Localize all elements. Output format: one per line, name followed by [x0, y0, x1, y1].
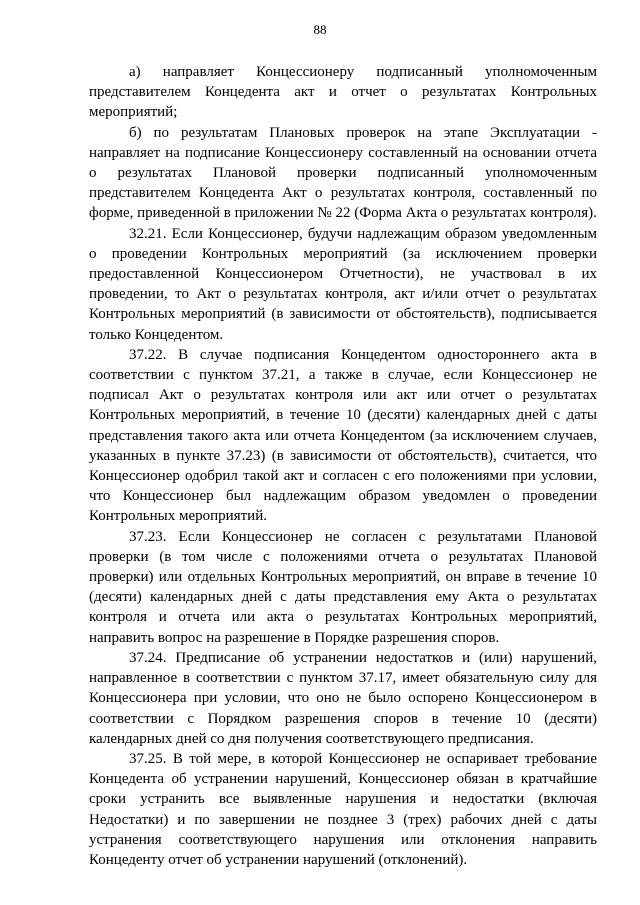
- paragraph-37-22: 37.22. В случае подписания Концедентом одностороннего акта в соответствии с пунктом 37.21, а также в случае, если Концессионер не подписал Акт о результатах контроля или акт или отчет о результатах Контрольных мероприятий, в течение 10 (десяти) календарных дней с даты представления такого акта или отчета Концедентом (за исключением случаев, указанных в пункте 37.23) (в зависимости от обстоятельств), считается, что Концессионер одобрил такой акт и согласен с его положениями при условии, что Концессионер был надлежащим образом уведомлен о проведении Контрольных мероприятий.: [89, 346, 597, 525]
- paragraph-37-25: 37.25. В той мере, в которой Концессионер не оспаривает требование Концедента об устранении нарушений, Концессионер обязан в кратчайшие сроки устранить все выявленные нарушения и недостатки (включая Недостатки) и по завершении не позднее 3 (трех) рабочих дней с даты устранения соответствующего нарушения или отклонения направить Концеденту отчет об устранении нарушений (отклонений).: [89, 750, 597, 868]
- paragraph-37-23: 37.23. Если Концессионер не согласен с результатами Плановой проверки (в том числе с положениями отчета о результатах Плановой проверки) или отдельных Контрольных мероприятий, он вправе в течение 10 (десяти) календарных дней с даты представления ему Акта о результатах контроля и отчета или акта о результатах Контрольных мероприятий, направить вопрос на разрешение в Порядке разрешения споров.: [89, 528, 597, 646]
- paragraph-32-21: 32.21. Если Концессионер, будучи надлежащим образом уведомленным о проведении Контрольных мероприятий (за исключением проверки предоставленной Концессионером Отчетности), не участвовал в их проведении, то Акт о результатах контроля, акт и/или отчет о результатах Контрольных мероприятий (в зависимости от обстоятельств), подписывается только Концедентом.: [89, 225, 597, 343]
- page-number: 88: [313, 22, 327, 37]
- paragraph-b: б) по результатам Плановых проверок на этапе Эксплуатации - направляет на подписание Концессионеру составленный на основании отчета о результатах Плановой проверки подписанный уполномоченным представителем Концедента Акт о результатах контроля, составленный по форме, приведенной в приложении № 22 (Форма Акта о результатах контроля).: [89, 124, 597, 222]
- paragraph-a: а) направляет Концессионеру подписанный уполномоченным представителем Концедента акт и отчет о результатах Контрольных мероприятий;: [89, 64, 597, 121]
- document-body: [89, 62, 597, 870]
- paragraph-37-24: 37.24. Предписание об устранении недостатков и (или) нарушений, направленное в соответствии с пунктом 37.17, имеет обязательную силу для Концессионера при условии, что оно не было оспорено Концессионером в соответствии с Порядком разрешения споров в течение 10 (десяти) календарных дней со дня получения соответствующего предписания.: [89, 649, 597, 747]
